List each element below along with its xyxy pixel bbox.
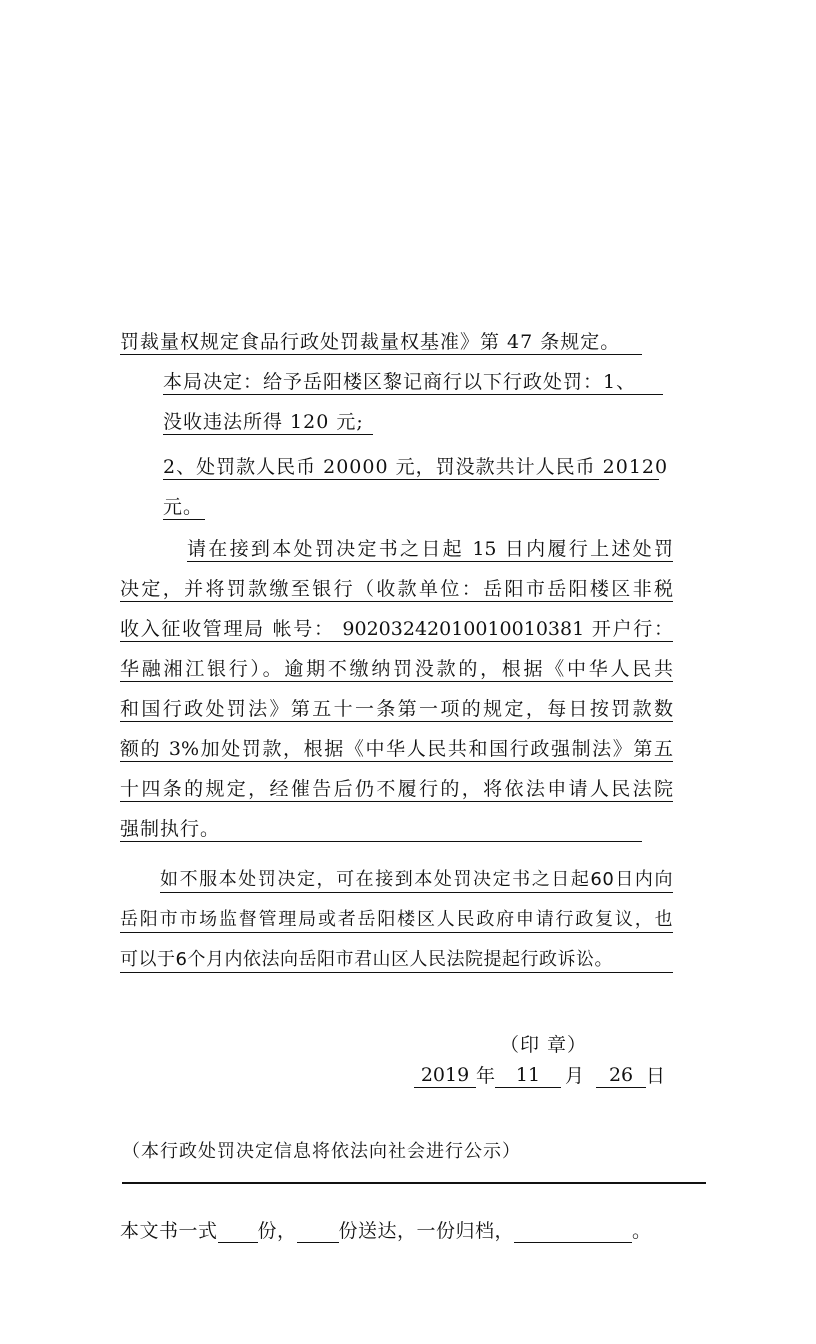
decision-line-3: 2、处罚款人民币 20000 元，罚没款共计人民币 20120 bbox=[163, 456, 669, 478]
payment-line-4: 华融湘江银行）。逾期不缴纳罚没款的，根据《中华人民共 bbox=[120, 658, 673, 680]
payment-line-6: 额的 3%加处罚款，根据《中华人民共和国行政强制法》第五 bbox=[120, 738, 673, 760]
copies-part-1: 本文书一式 bbox=[120, 1220, 218, 1242]
basis-tail-line: 罚裁量权规定食品行政处罚裁量权基准》第 47 条规定。 bbox=[120, 330, 642, 355]
copies-blank-served bbox=[297, 1218, 339, 1243]
payment-line-5: 和国行政处罚法》第五十一条第一项的规定，每日按罚款数 bbox=[120, 698, 673, 720]
date-day: 26 bbox=[596, 1063, 646, 1088]
decision-line-2: 没收违法所得 120 元; bbox=[163, 410, 373, 435]
copies-line bbox=[120, 1218, 652, 1243]
divider-rule bbox=[122, 1182, 706, 1184]
appeal-line-2: 岳阳市市场监督管理局或者岳阳楼区人民政府申请行政复议，也 bbox=[120, 908, 673, 933]
payment-line-7: 十四条的规定，经催告后仍不履行的，将依法申请人民法院 bbox=[120, 778, 673, 800]
disclosure-note: （本行政处罚决定信息将依法向社会进行公示） bbox=[122, 1141, 521, 1162]
copies-blank-total bbox=[218, 1218, 258, 1243]
copies-part-2: 份， bbox=[257, 1220, 297, 1242]
date-month-unit: 月 bbox=[565, 1065, 585, 1087]
date-year: 2019 bbox=[414, 1063, 476, 1088]
seal-label: （印 章） bbox=[500, 1034, 588, 1056]
payment-line-3: 收入征收管理局 帐号： 90203242010010010381 开户行： bbox=[120, 618, 673, 640]
appeal-line-1: 如不服本处罚决定，可在接到本处罚决定书之日起60日内向 bbox=[160, 868, 673, 893]
payment-line-1: 请在接到本处罚决定书之日起 15 日内履行上述处罚 bbox=[187, 538, 673, 560]
date-year-unit: 年 bbox=[476, 1065, 496, 1087]
date-month: 11 bbox=[495, 1063, 561, 1088]
date-line bbox=[414, 1063, 665, 1088]
appeal-line-3: 可以于6个月内依法向岳阳市君山区人民法院提起行政诉讼。 bbox=[120, 948, 673, 973]
decision-line-1: 本局决定：给予岳阳楼区黎记商行以下行政处罚：1、 bbox=[163, 370, 663, 395]
decision-line-4: 元。 bbox=[163, 496, 204, 518]
payment-line-8: 强制执行。 bbox=[120, 817, 642, 842]
date-day-unit: 日 bbox=[646, 1065, 666, 1087]
copies-part-3: 份送达，一份归档， bbox=[338, 1220, 515, 1242]
copies-part-4: 。 bbox=[632, 1220, 652, 1242]
payment-line-2: 决定，并将罚款缴至银行（收款单位：岳阳市岳阳楼区非税 bbox=[120, 578, 673, 600]
copies-blank-other bbox=[514, 1218, 632, 1243]
